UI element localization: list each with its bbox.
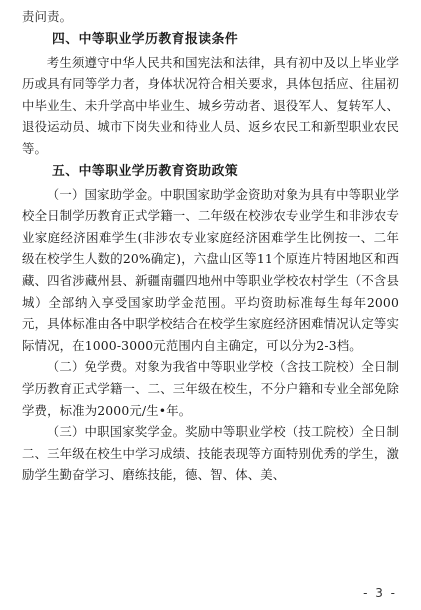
- national-scholarship-paragraph: （三）中职国家奖学金。奖励中等职业学校（技工院校）全日制二、三年级在校生中学习成绩、技能表现等方面特别优秀的学生，激励学生勤奋学习、磨练技能，德、智、体、美、: [22, 424, 399, 483]
- continuation-text: 责问责。: [22, 9, 73, 24]
- section-4-paragraph: 考生须遵守中华人民共和国宪法和法律，具有初中及以上毕业学历或具有同等学力者，身体状况符合相关要求，具体包括应、往届初中毕业生、未升学高中毕业生、城乡劳动者、退役军人、复转军人、退役运动员、城市下岗失业和待业人员、返乡农民工和新型职业农民等。: [22, 54, 399, 156]
- section-heading-4: 四、中等职业学历教育报读条件: [52, 31, 239, 47]
- page-number: - 3 -: [363, 586, 397, 600]
- tuition-waiver-paragraph: （二）免学费。对象为我省中等职业学校（含技工院校）全日制学历教育正式学籍一、二、三年级在校生，不分户籍和专业全部免除学费，标准为2000元/生•年。: [22, 359, 399, 418]
- national-grant-paragraph: （一）国家助学金。中职国家助学金资助对象为具有中等职业学校全日制学历教育正式学籍一、二年级在校涉农专业学生和非涉农专业家庭经济困难学生(非涉农专业家庭经济困难学生比例按一、二年级在校学生人数的20%确定)，六盘山区等11个原连片特困地区和西藏、四省涉藏州县、新疆南疆四地州中等职业学校农村学生（不含县城）全部纳入享受国家助学金范围。平均资助标准每生每年2000元，具体标准由各中职学校结合在校学生家庭经济困难情况认定等实际情况，在1000-3000元范围内自主确定，可以分为2-3档。: [22, 186, 399, 353]
- section-heading-5: 五、中等职业学历教育资助政策: [52, 163, 239, 179]
